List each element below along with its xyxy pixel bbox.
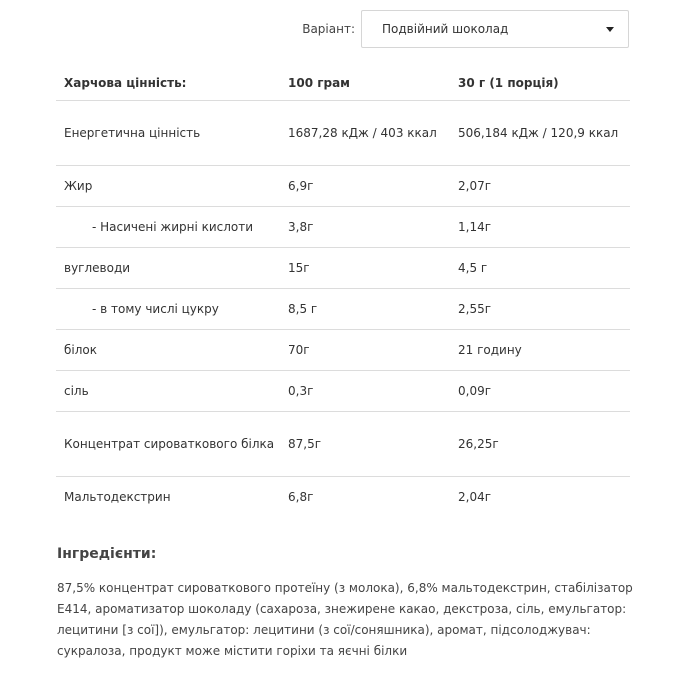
- value-per-serving: 26,25г: [450, 412, 630, 477]
- value-per-serving: 1,14г: [450, 207, 630, 248]
- table-row: [56, 371, 630, 412]
- ingredients-heading: Інгредієнти:: [57, 546, 157, 562]
- nutrient-name: Мальтодекстрин: [64, 490, 171, 504]
- caret-down-icon: [606, 27, 614, 32]
- value-per-100g: 8,5 г: [280, 289, 450, 330]
- value-per-100g: 1687,28 кДж / 403 ккал: [280, 101, 450, 166]
- value-per-100g: 6,9г: [280, 166, 450, 207]
- header-per-serving: 30 г (1 порція): [450, 65, 630, 101]
- variant-selected-value: Подвійний шоколад: [382, 22, 509, 36]
- variant-label: Варіант:: [302, 22, 355, 36]
- value-per-100g: 87,5г: [280, 412, 450, 477]
- variant-selector-row: [0, 9, 629, 49]
- nutrient-name: вуглеводи: [56, 248, 280, 289]
- value-per-100g: 0,3г: [280, 371, 450, 412]
- value-per-serving: 0,09г: [450, 371, 630, 412]
- value-per-100g: 70г: [280, 330, 450, 371]
- table-row: [56, 101, 630, 166]
- value-per-100g: 15г: [280, 248, 450, 289]
- ingredients-text: 87,5% концентрат сироваткового протеїну (з молока), 6,8% мальтодекстрин, стабілізатор Е414, ароматизатор шоколаду (сахароза, знежирене какао, декстроза, сіль, емульгатор: лецитини [з сої]), емульгатор: лецитини (з сої/соняшника), аромат, підсолоджувач: сукралоза, продукт може містити горіхи та яєчні білки: [57, 581, 633, 658]
- value-per-serving: 506,184 кДж / 120,9 ккал: [450, 101, 630, 166]
- table-row: [56, 207, 630, 248]
- nutrient-name: Енергетична цінність: [56, 101, 280, 166]
- header-nutrition: Харчова цінність:: [56, 65, 280, 101]
- table-row: [56, 330, 630, 371]
- table-row: [56, 412, 630, 477]
- table-row: [56, 248, 630, 289]
- nutrition-table: [56, 65, 630, 517]
- nutrient-name: - Насичені жирні кислоти: [56, 207, 280, 248]
- value-per-serving: 2,55г: [450, 289, 630, 330]
- nutrient-name: - в тому числі цукру: [56, 289, 280, 330]
- nutrient-name: Жир: [56, 166, 280, 207]
- value-per-serving: 2,04г: [458, 490, 492, 504]
- table-header-row: [56, 65, 630, 101]
- value-per-serving: 4,5 г: [450, 248, 630, 289]
- table-row: [56, 166, 630, 207]
- value-per-100g: 3,8г: [280, 207, 450, 248]
- value-per-100g: 6,8г: [288, 490, 314, 504]
- nutrient-name: сіль: [56, 371, 280, 412]
- nutrient-name: білок: [56, 330, 280, 371]
- nutrient-name: Концентрат сироваткового білка: [56, 412, 280, 477]
- table-row: [56, 477, 630, 518]
- variant-dropdown[interactable]: [361, 10, 629, 48]
- value-per-serving: 21 годину: [450, 330, 630, 371]
- table-row: [56, 289, 630, 330]
- header-per-100g: 100 грам: [280, 65, 450, 101]
- value-per-serving: 2,07г: [450, 166, 630, 207]
